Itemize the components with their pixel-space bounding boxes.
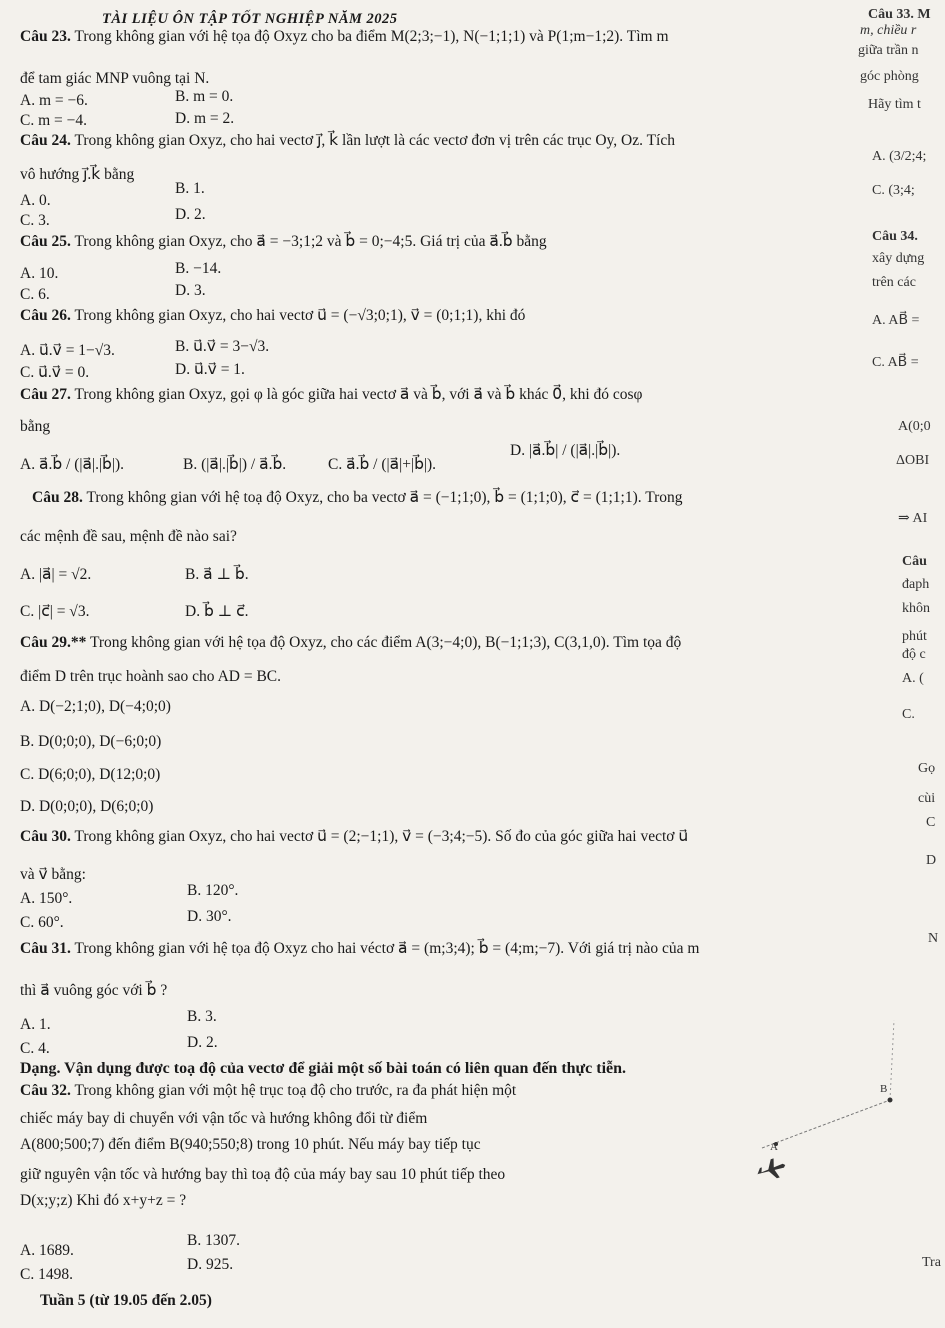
q26-option-b: B. u⃗.v⃗ = 3−√3. xyxy=(175,338,270,355)
side-text-4: Hãy tìm t xyxy=(868,97,921,112)
question-30 xyxy=(20,828,688,846)
side-text-25: D xyxy=(926,853,937,868)
q27-option-a: A. a⃗.b⃗ / (|a⃗|.|b⃗|). xyxy=(20,456,125,473)
document-header: TÀI LIỆU ÔN TẬP TỐT NGHIỆP NĂM 2025 xyxy=(102,11,398,27)
question-32-line4: giữ nguyên vận tốc và hướng bay thì toạ độ của máy bay sau 10 phút tiếp theo xyxy=(20,1166,506,1183)
q29-option-d: D. D(0;0;0), D(6;0;0) xyxy=(20,798,154,815)
question-24-line2: vô hướng j⃗.k⃗ bằng xyxy=(20,166,135,183)
side-text-22: Gọ xyxy=(918,761,936,776)
point-a-label: A xyxy=(770,1141,778,1153)
footer-week: Tuần 5 (từ 19.05 đến 2.05) xyxy=(40,1292,212,1309)
q32-option-c: C. 1498. xyxy=(20,1266,73,1283)
question-32-line3: A(800;500;7) đến điểm B(940;550;8) trong 10 phút. Nếu máy bay tiếp tục xyxy=(20,1136,481,1153)
side-text-14: ⇒ AI xyxy=(898,511,928,526)
q32-option-a: A. 1689. xyxy=(20,1242,74,1259)
side-text-26: N xyxy=(928,931,939,946)
question-label: Câu 29.** xyxy=(20,634,87,651)
q24-option-b: B. 1. xyxy=(175,180,205,197)
topic-heading: Dạng. Vận dụng được toạ độ của vectơ để giải một số bài toán có liên quan đến thực tiễn. xyxy=(20,1060,627,1077)
q26-option-a: A. u⃗.v⃗ = 1−√3. xyxy=(20,342,115,359)
side-text-23: cùi xyxy=(918,791,936,806)
q30-option-d: D. 30°. xyxy=(187,908,232,925)
q23-option-c: C. m = −4. xyxy=(20,112,88,129)
point-b-marker xyxy=(888,1098,893,1103)
side-text-1: m, chiều r xyxy=(860,23,917,38)
airplane-icon xyxy=(754,1156,789,1184)
side-text-21: C. xyxy=(902,707,915,722)
question-30-line2: và v⃗ bằng: xyxy=(20,866,86,883)
question-label: Câu 32. xyxy=(20,1082,71,1099)
question-24 xyxy=(20,132,675,150)
q31-option-b: B. 3. xyxy=(187,1008,217,1025)
point-b-label: B xyxy=(880,1083,888,1095)
q23-option-d: D. m = 2. xyxy=(175,110,235,127)
side-text-3: góc phòng xyxy=(860,69,919,84)
question-label: Câu 23. xyxy=(20,28,71,45)
side-text-7: Câu 34. xyxy=(872,229,918,244)
question-28 xyxy=(32,489,683,507)
guide-line xyxy=(890,1020,894,1100)
question-label: Câu 26. xyxy=(20,307,71,324)
side-text-11: C. AB⃗ = xyxy=(872,355,919,370)
side-text-9: trên các xyxy=(872,275,916,290)
question-label: Câu 25. xyxy=(20,233,71,250)
question-26 xyxy=(20,307,525,325)
question-text: Trong không gian Oxyz, cho hai vectơ j⃗, k⃗ lần lượt là các vectơ đơn vị trên các trục Oy, Oz. Tích xyxy=(74,132,675,149)
side-text-27: Tra xyxy=(922,1255,941,1270)
q28-option-b: B. a⃗ ⊥ b⃗. xyxy=(185,566,249,583)
side-text-8: xây dựng xyxy=(872,251,925,266)
q25-option-d: D. 3. xyxy=(175,282,206,299)
q29-option-a: A. D(−2;1;0), D(−4;0;0) xyxy=(20,698,171,715)
q28-option-a: A. |a⃗| = √2. xyxy=(20,566,92,583)
side-text-12: A(0;0 xyxy=(898,419,931,434)
side-text-0: Câu 33. M xyxy=(868,7,931,22)
question-28-line2: các mệnh đề sau, mệnh đề nào sai? xyxy=(20,528,237,545)
side-text-18: phút xyxy=(902,629,927,644)
question-23 xyxy=(20,28,669,46)
question-32 xyxy=(20,1082,516,1100)
q25-option-c: C. 6. xyxy=(20,286,50,303)
question-27 xyxy=(20,386,642,404)
q28-option-c: C. |c⃗| = √3. xyxy=(20,603,90,620)
side-text-10: A. AB⃗ = xyxy=(872,313,920,328)
question-text: Trong không gian Oxyz, cho hai vectơ u⃗ = (−√3;0;1), v⃗ = (0;1;1), khi đó xyxy=(74,307,526,324)
side-text-5: A. (3/2;4; xyxy=(872,149,927,164)
question-32-line2: chiếc máy bay di chuyển với vận tốc và hướng không đổi từ điểm xyxy=(20,1110,428,1127)
question-label: Câu 31. xyxy=(20,940,71,957)
side-text-17: khôn xyxy=(902,601,930,616)
q25-option-b: B. −14. xyxy=(175,260,222,277)
side-text-13: ΔOBI xyxy=(896,453,930,468)
q31-option-a: A. 1. xyxy=(20,1016,51,1033)
side-text-20: A. ( xyxy=(902,671,924,686)
side-text-19: độ c xyxy=(902,647,926,662)
question-text: Trong không gian Oxyz, gọi φ là góc giữa hai vectơ a⃗ và b⃗, với a⃗ và b⃗ khác 0⃗, khi đó cosφ xyxy=(74,386,643,403)
question-text: Trong không gian với hệ tọa độ Oxyz cho ba điểm M(2;3;−1), N(−1;1;1) và P(1;m−1;2). Tìm m xyxy=(74,28,669,45)
q29-option-b: B. D(0;0;0), D(−6;0;0) xyxy=(20,733,162,750)
question-31 xyxy=(20,940,699,958)
q32-option-b: B. 1307. xyxy=(187,1232,240,1249)
side-text-6: C. (3;4; xyxy=(872,183,915,198)
question-label: Câu 27. xyxy=(20,386,71,403)
q26-option-d: D. u⃗.v⃗ = 1. xyxy=(175,361,245,378)
question-label: Câu 24. xyxy=(20,132,71,149)
question-29 xyxy=(20,634,681,652)
side-text-15: Câu xyxy=(902,554,927,569)
q27-option-c: C. a⃗.b⃗ / (|a⃗|+|b⃗|). xyxy=(328,456,437,473)
q32-option-d: D. 925. xyxy=(187,1256,234,1273)
q29-option-c: C. D(6;0;0), D(12;0;0) xyxy=(20,766,161,783)
q30-option-a: A. 150°. xyxy=(20,890,73,907)
q30-option-b: B. 120°. xyxy=(187,882,239,899)
question-text: Trong không gian với một hệ trục toạ độ cho trước, ra đa phát hiện một xyxy=(74,1082,517,1099)
q24-option-a: A. 0. xyxy=(20,192,51,209)
question-29-line2: điểm D trên trục hoành sao cho AD = BC. xyxy=(20,668,282,685)
q30-option-c: C. 60°. xyxy=(20,914,64,931)
q23-option-b: B. m = 0. xyxy=(175,88,234,105)
side-text-16: đaph xyxy=(902,577,930,592)
flight-path-line xyxy=(762,1100,890,1148)
q26-option-c: C. u⃗.v⃗ = 0. xyxy=(20,364,90,381)
question-27-line2: bằng xyxy=(20,418,51,435)
q31-option-c: C. 4. xyxy=(20,1040,50,1057)
question-text: Trong không gian Oxyz, cho a⃗ = −3;1;2 và b⃗ = 0;−4;5. Giá trị của a⃗.b⃗ bằng xyxy=(74,233,547,250)
q31-option-d: D. 2. xyxy=(187,1034,218,1051)
question-text: Trong không gian với hệ tọa độ Oxyz cho hai véctơ a⃗ = (m;3;4); b⃗ = (4;m;−7). Với giá trị nào của m xyxy=(74,940,700,957)
side-text-2: giữa trần n xyxy=(858,43,919,58)
airplane-path-figure xyxy=(722,1020,932,1200)
question-31-line2: thì a⃗ vuông góc với b⃗ ? xyxy=(20,982,168,999)
question-text: Trong không gian Oxyz, cho hai vectơ u⃗ = (2;−1;1), v⃗ = (−3;4;−5). Số đo của góc giữa hai vectơ u⃗ xyxy=(74,828,689,845)
q28-option-d: D. b⃗ ⊥ c⃗. xyxy=(185,603,249,620)
question-23-line2: để tam giác MNP vuông tại N. xyxy=(20,70,210,87)
question-label: Câu 28. xyxy=(32,489,83,506)
q27-option-b: B. (|a⃗|.|b⃗|) / a⃗.b⃗. xyxy=(183,456,287,473)
q25-option-a: A. 10. xyxy=(20,265,59,282)
q24-option-d: D. 2. xyxy=(175,206,206,223)
question-text: Trong không gian với hệ tọa độ Oxyz, cho các điểm A(3;−4;0), B(−1;1;3), C(3,1,0). Tìm tọa độ xyxy=(89,634,682,651)
question-32-line5: D(x;y;z) Khi đó x+y+z = ? xyxy=(20,1192,187,1209)
q27-option-d: D. |a⃗.b⃗| / (|a⃗|.|b⃗|). xyxy=(510,442,621,459)
question-text: Trong không gian với hệ toạ độ Oxyz, cho ba vectơ a⃗ = (−1;1;0), b⃗ = (1;1;0), c⃗ = (1;1;1). Trong xyxy=(86,489,683,506)
question-25 xyxy=(20,233,547,251)
q23-option-a: A. m = −6. xyxy=(20,92,88,109)
question-label: Câu 30. xyxy=(20,828,71,845)
side-text-24: C xyxy=(926,815,936,830)
q24-option-c: C. 3. xyxy=(20,212,50,229)
